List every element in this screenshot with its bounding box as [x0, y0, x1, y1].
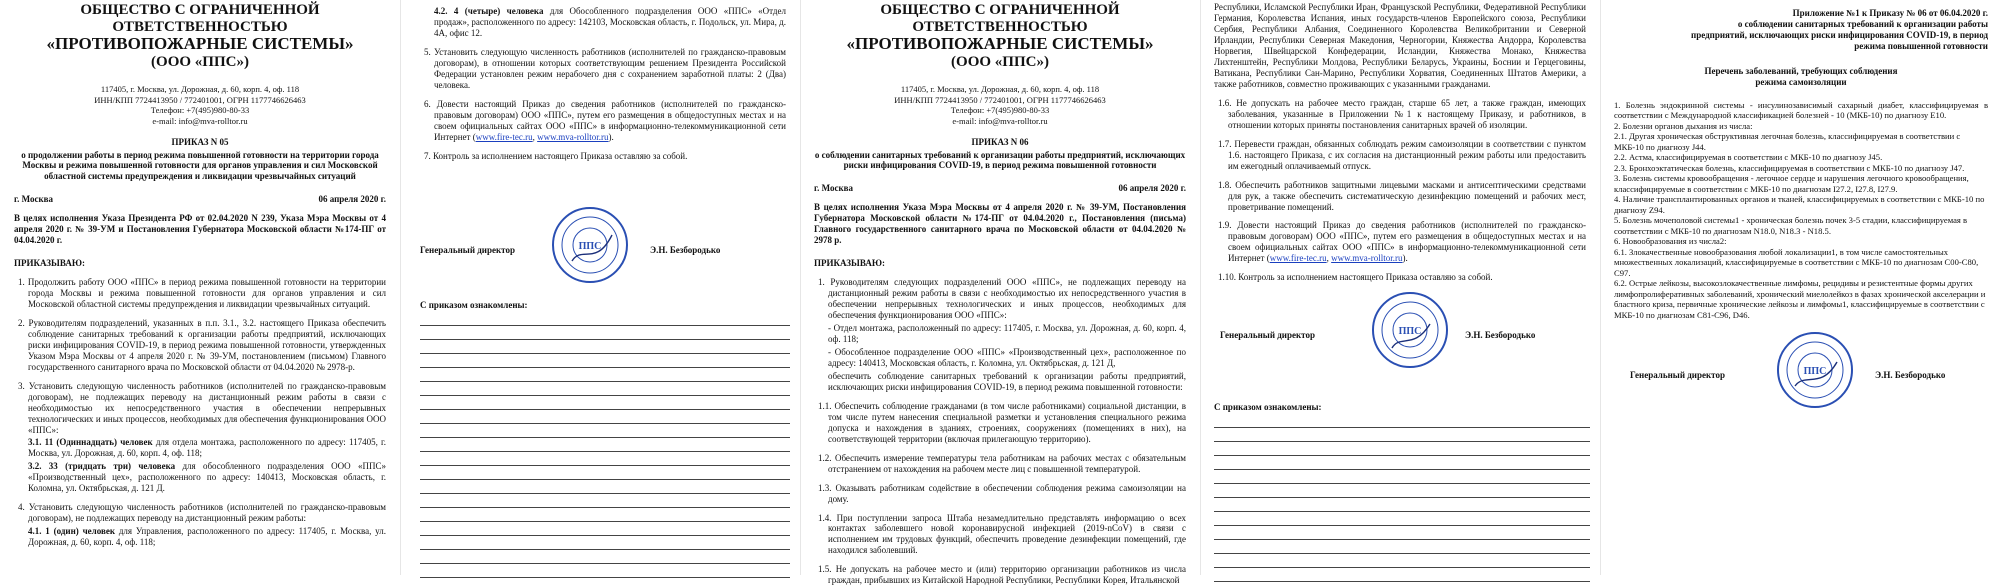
seal-text: ППС — [1803, 366, 1827, 377]
order-item: 1.9. Довести настоящий Приказ до сведения работников (исполнителей по гражданско-правовым договорам) ООО «ППС», путем его размещения в общедоступных местах и на своем официальных сайтах ООО «ППС» в информационно-телекоммуникационной сети Интернет (www.fire-tec.ru, www.mva-rolltor.ru). — [1218, 220, 1586, 264]
document-page-3 — [800, 0, 1200, 586]
company-seal — [1370, 290, 1450, 370]
org-name-line1: ОБЩЕСТВО С ОГРАНИЧЕННОЙ ОТВЕТСТВЕННОСТЬЮ — [880, 2, 1120, 35]
order-date: 06 апреля 2020 г. — [318, 194, 386, 205]
org-address: 117405, г. Москва, ул. Дорожная, д. 60, корп. 4, оф. 118 — [100, 84, 300, 95]
order-item: 7. Контроль за исполнением настоящего Приказа оставляю за собой. — [424, 150, 688, 161]
org-ids: ИНН/КПП 7724413950 / 772401001, ОГРН 1177746626463 — [94, 94, 306, 105]
order-date-line — [14, 194, 386, 205]
disease-list-item: 6.2. Острые лейкозы, высокозлокачественные лимфомы, рецидивы и резистентные формы других лимфопролиферативных заболеваний, хронический миелолейкоз в фазах хронической акселерации и бластного криза, первичные хронические лейкозы и лимфомы1, классифицируемые в соответствии с МКБ-10 по диагнозам C81-C96, D46. — [1614, 278, 1986, 320]
order-subitem: обеспечить соблюдение санитарных требований к организации работы предприятий, исключающих риски инфицирования COVID-19, в период режима повышенной готовности: — [828, 370, 1186, 392]
disease-list-item: 1. Болезнь эндокринной системы - инсулинозависимый сахарный диабет, классифицируемая в соответствии с Международной классификацией болезней - 10 (МКБ-10) по диагнозу E10. — [1614, 99, 1988, 121]
order-title: ПРИКАЗ N 05 — [171, 136, 229, 147]
acknowledgement-title: С приказом ознакомлены: — [1214, 402, 1322, 412]
order-item-continuation: Республики, Исламской Республики Иран, Французской Республики, Федеративной Республики Германия, Королевства Испания, иных государств-членов Европейского союза, Республики Сербия, Республики Албания, Соединенного Королевства Великобритании и Северной Ирландии, Республики Северная Македония, Черногории, Княжества Андорра, Королевства Норвегия, Швейцарской Конфедерации, Исландии, Княжества Монако, Княжества Лихтенштейн, Республики Молдова, Республики Беларусь, Украины, Боснии и Герцеговины, Ватикана, Республики Сан-Марино, Республики Хорватия, Соединенных Штатов Америки, а также работников, совместно проживающих с указанными гражданами. — [1214, 2, 1586, 89]
org-email: e-mail: info@mva-rolltor.ru — [952, 116, 1048, 127]
order-subitem: - Обособленное подразделение ООО «ППС» «Производственный цех», расположенное по адресу: 140413, Московская область, г. Коломна, ул. Октябрьская, д. 121 Д, — [828, 346, 1186, 368]
website-link[interactable]: www.fire-tec.ru — [475, 131, 533, 142]
acknowledgement-lines — [1214, 414, 1590, 582]
order-item: 1. Продолжить работу ООО «ППС» в период режима повышенной готовности на территории города Москвы и режима повышенной готовности для органов управления и сил Московской областной системы предупреждения и ликвидации чрезвычайных ситуаций. — [18, 276, 386, 309]
signer-name: Э.Н. Безбородько — [1465, 330, 1536, 340]
order-item: 1.1. Обеспечить соблюдение гражданами (в том числе работниками) социальной дистанции, в том числе путем нанесения специальной разметки и установления специального режима допуска и нахождения в зданиях, строениях, сооружениях (помещениях в них), на соответствующей территории (включая прилегающую территорию). — [818, 400, 1186, 444]
order-prikazyvayu: ПРИКАЗЫВАЮ: — [814, 258, 885, 269]
order-date: 06 апреля 2020 г. — [1118, 183, 1186, 194]
order-subitem: 3.1. 11 (Одиннадцать) человек для отдела монтажа, расположенного по адресу: 117405, г. Москва, ул. Дорожная, д. 60, корп. 4, оф. 118; — [28, 437, 386, 459]
org-name-line3: (ООО «ППС») — [151, 53, 249, 70]
order-item: 1.4. При поступлении запроса Штаба незамедлительно представлять информацию о всех контактах заболевшего новой коронавирусной инфекцией (2019-nCoV) в связи с исполнением им трудовых функций, обеспечить проведение дезинфекции помещений, где находился заболевший. — [818, 512, 1186, 556]
website-link[interactable]: www.mva-rolltor.ru — [537, 131, 609, 142]
order-subitem: 3.2. 33 (тридцать три) человека для обособленного подразделения ООО «ППС» «Производственный цех», расположенного по адресу: 140413, Московская область, г. Коломна, ул. Октябрьская, д. 121 Д. — [28, 461, 386, 494]
order-subject: о продолжении работы в период режима повышенной готовности на территории города Москвы и режима повышенной готовности для органов управления и сил Московской областной системы предупреждения и ликвидации чрезвычайных ситуаций — [21, 149, 379, 182]
order-city: г. Москва — [814, 183, 853, 194]
disease-list-item: 2.1. Другая хроническая обструктивная легочная болезнь, классифицируемая в соответствии с МКБ-10 по диагнозу J44. — [1614, 131, 1961, 152]
org-phone: Телефон: +7(495)980-80-33 — [950, 105, 1050, 116]
document-page-4 — [1200, 0, 1600, 575]
company-seal — [550, 205, 630, 285]
order-date-line — [814, 183, 1186, 194]
org-email: e-mail: info@mva-rolltor.ru — [152, 116, 248, 127]
order-item: 1.5. Не допускать на рабочее место и (или) территорию организации работников из числа граждан, прибывших из Китайской Народной Республики, Республики Корея, Итальянской — [818, 564, 1186, 586]
order-item: 1.10. Контроль за исполнением настоящего Приказа оставляю за собой. — [1218, 272, 1493, 283]
document-page-2 — [400, 0, 800, 575]
disease-list-item: 2. Болезни органов дыхания из числа: — [1614, 120, 1753, 131]
disease-list-item: 6. Новообразования из числа2: — [1614, 236, 1727, 247]
disease-list-item: 2.3. Бронхоэктатическая болезнь, классифицируемая в соответствии с МКБ-10 по диагнозу J47. — [1614, 162, 1965, 173]
org-name-line2: «ПРОТИВОПОЖАРНЫЕ СИСТЕМЫ» — [46, 34, 354, 53]
disease-list-item: 3. Болезнь системы кровообращения - легочное сердце и нарушения легочного кровообращения, классифицируемые в соответствии с МКБ-10 по диагнозам I27.2, I27.8, I27.9. — [1614, 173, 1969, 194]
org-address: 117405, г. Москва, ул. Дорожная, д. 60, корп. 4, оф. 118 — [900, 84, 1100, 95]
order-item: 5. Установить следующую численность работников (исполнителей по гражданско-правовым договорам), в отношении которых соответствующим решением Президента Российской Федерации установлен режим нерабочего дня с сохранением заработной платы: 2 (Два) человека. — [424, 46, 786, 90]
acknowledgement-lines — [420, 312, 790, 578]
order-preamble: В целях исполнения Указа Президента РФ от 02.04.2020 N 239, Указа Мэра Москвы от 4 апреля 2020 г. № 39-УМ и Постановления Губернатора Московской области №174-ПГ от 04.04.2020 г. — [14, 213, 386, 245]
order-preamble: В целях исполнения Указа Мэра Москвы от 4 апреля 2020 г. № 39-УМ, Постановления Губернатора Московской области №174-ПГ от 04.04.2020 г., Постановления (письма) Главного государственного санитарного врача по Московской области от 04.04.2020 № 2978 р. — [814, 202, 1186, 246]
order-subitem: 4.1. 1 (один) человек для Управления, расположенного по адресу: 117405, г. Москва, ул. Дорожная, д. 60, корп. 4, оф. 118; — [28, 526, 386, 548]
seal-text: ППС — [578, 241, 602, 252]
order-item: 1. Руководителям следующих подразделений ООО «ППС», не подлежащих переводу на дистанционный режим работы в связи с необходимостью их непосредственного участия в обеспечении непрерывных технологических и иных процессов, необходимых для обеспечения функционирования ООО «ППС»: — [818, 277, 1186, 320]
order-prikazyvayu: ПРИКАЗЫВАЮ: — [14, 257, 85, 268]
document-page-1 — [0, 0, 400, 575]
disease-list-item: 2.2. Астма, классифицируемая в соответствии с МКБ-10 по диагнозу J45. — [1614, 152, 1883, 163]
signer-role: Генеральный директор — [1220, 330, 1315, 340]
seal-text: ППС — [1398, 326, 1422, 337]
signer-role: Генеральный директор — [420, 245, 515, 255]
signature-block — [1200, 290, 1600, 380]
signature-block — [400, 205, 800, 295]
appendix-title: Приложение №1 к Приказу № 06 от 06.04.2020 г. — [1792, 8, 1988, 18]
signer-name: Э.Н. Безбородько — [1875, 370, 1946, 380]
company-seal — [1775, 330, 1855, 410]
signer-role: Генеральный директор — [1630, 370, 1725, 380]
website-link[interactable]: www.fire-tec.ru — [1269, 253, 1327, 264]
order-item: 3. Установить следующую численность работников (исполнителей по гражданско-правовым договорам), не подлежащих переводу на дистанционный режим работы в связи с необходимостью их непосредственного участия в обеспечении непрерывных технологических и иных процессов, необходимых для обеспечения функционирования ООО «ППС»: — [18, 380, 386, 435]
org-ids: ИНН/КПП 7724413950 / 772401001, ОГРН 1177746626463 — [894, 94, 1106, 105]
signature-block — [1600, 330, 2000, 420]
order-item: 6. Довести настоящий Приказ до сведения работников (исполнителей по гражданско-правовым договорам) ООО «ППС», путем его размещения в общедоступных местах и на своем официальных сайтах ООО «ППС» в информационно-телекоммуникационной сети Интернет (www.fire-tec.ru, www.mva-rolltor.ru). — [424, 98, 786, 142]
org-name-line2: «ПРОТИВОПОЖАРНЫЕ СИСТЕМЫ» — [846, 34, 1154, 53]
disease-list-item: 5. Болезнь мочеполовой системы1 - хроническая болезнь почек 3-5 стадии, классифицируемая в соответствии с МКБ-10 по диагнозам N18.0, N18.3 - N18.5. — [1614, 215, 1968, 236]
org-name-line3: (ООО «ППС») — [951, 53, 1049, 70]
order-item: 1.2. Обеспечить измерение температуры тела работникам на рабочих местах с обязательным отстранением от нахождения на рабочем месте лиц с повышенной температурой. — [818, 452, 1186, 474]
order-subitem: - Отдел монтажа, расположенный по адресу: 117405, г. Москва, ул. Дорожная, д. 60, корп. 4, оф. 118; — [828, 322, 1186, 344]
appendix-subtitle: о соблюдении санитарных требований к организации работы предприятий, исключающих риски инфицирования COVID-19, в период режима повышенной готовности — [1691, 18, 1988, 51]
order-item: 1.6. Не допускать на рабочее место граждан, старше 65 лет, а также граждан, имеющих заболевания, указанные в Приложении №1 к настоящему Приказу, и работников, в отношении которых приняты постановления санитарных врачей об изоляции. — [1218, 97, 1586, 130]
website-link[interactable]: www.mva-rolltor.ru — [1331, 253, 1403, 264]
disease-list-item: 4. Наличие трансплантированных органов и тканей, классифицируемых в соответствии с МКБ-10 по диагнозу Z94. — [1614, 194, 1985, 215]
order-item: 4. Установить следующую численность работников (исполнителей по гражданско-правовым договорам), не подлежащих переводу на дистанционный режим работы: — [18, 502, 386, 524]
document-page-5 — [1600, 0, 2000, 575]
order-city: г. Москва — [14, 194, 53, 205]
order-subitem: 4.2. 4 (четыре) человека для Обособленного подразделения ООО «ППС» «Отдел продаж», расположенного по адресу: 142103, Московская область, г. Подольск, ул. Мира, д. 4А, офис 12. — [434, 6, 787, 38]
order-item: 1.8. Обеспечить работников защитными лицевыми масками и антисептическими средствами для рук, а также обеспечить систематическую дезинфекцию помещений и рабочих мест, проветривание помещений. — [1218, 179, 1586, 212]
order-item: 2. Руководителям подразделений, указанных в п.п. 3.1., 3.2. настоящего Приказа обеспечить соблюдение санитарных требований к организации работы предприятий, исключающих риски инфицирования COVID-19, в период режима повышенной готовности, утвержденных Указом Мэра Москвы от 4 апреля 2020 г. № 39-УМ, постановлением (письмом) Главного государственного санитарного врача по Московской области от 04.04.2020 № 2978-р. — [18, 317, 386, 372]
signer-name: Э.Н. Безбородько — [650, 245, 721, 255]
org-name-line1: ОБЩЕСТВО С ОГРАНИЧЕННОЙ ОТВЕТСТВЕННОСТЬЮ — [80, 2, 320, 35]
order-subject: о соблюдении санитарных требований к организации работы предприятий, исключающих риски инфицирования COVID-19, в период режима повышенной готовности — [814, 149, 1186, 171]
order-item: 1.3. Оказывать работникам содействие в обеспечении соблюдения режима самоизоляции на дому. — [818, 482, 1186, 504]
order-title: ПРИКАЗ N 06 — [971, 136, 1029, 147]
disease-list-title: Перечень заболеваний, требующих соблюдения режима самоизоляции — [1704, 65, 1898, 87]
org-phone: Телефон: +7(495)980-80-33 — [150, 105, 250, 116]
order-item: 1.7. Перевести граждан, обязанных соблюдать режим самоизоляции в соответствии с пунктом 1.6. настоящего Приказа, с их согласия на дистанционный режим работы или предоставить им ежегодный оплачиваемый отпуск. — [1218, 138, 1586, 171]
acknowledgement-title: С приказом ознакомлены: — [420, 300, 528, 310]
disease-list-item: 6.1. Злокачественные новообразования любой локализации1, в том числе самостоятельных множественных локализаций, классифицируемые в соответствии с МКБ-10 по диагнозам C00-C80, C97. — [1614, 246, 1979, 278]
